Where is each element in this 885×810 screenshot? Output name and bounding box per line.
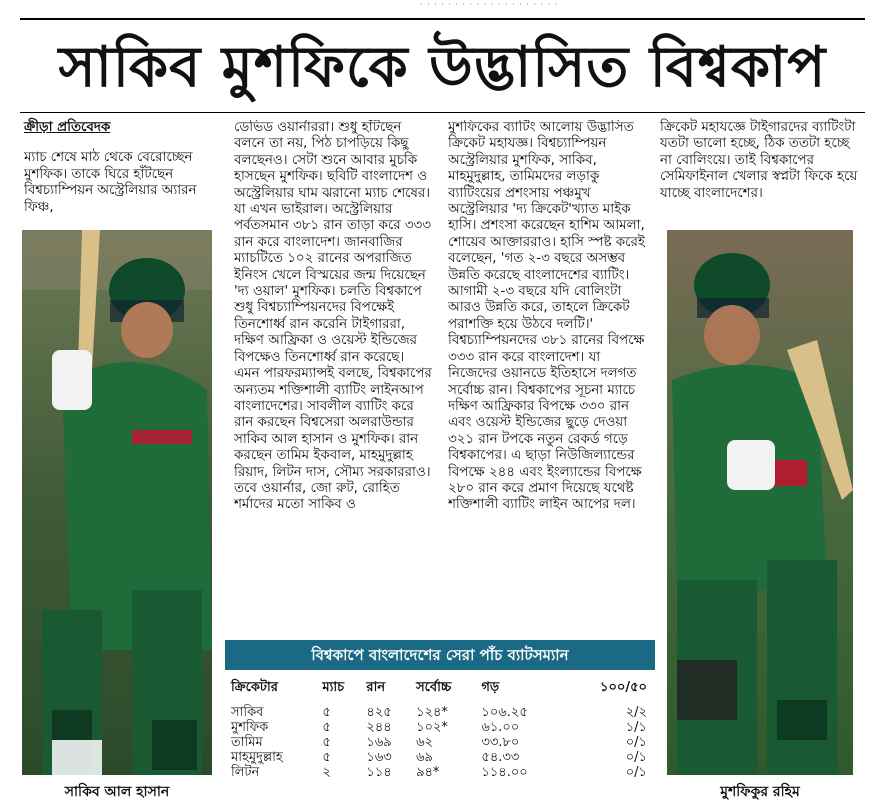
cell-matches: ২ [322,765,331,780]
table-row [225,735,655,750]
cell-runs: ৪২৫ [366,705,392,720]
column-3-text: মুশফিকের ব্যাটিং আলোয় উদ্ভাসিত ক্রিকেট মহাযজ্ঞ। বিশ্বচ্যাম্পিয়ন অস্ট্রেলিয়ার মুশফিক, সাকিব, মাহমুদুল্লাহ, তামিমদের লড়াকু ব্যাটিংয়ের প্রশংসায় পঞ্চমুখ অস্ট্রেলিয়ার 'দ্য ক্রিকেট'খ্যাত মাইক হাসি। প্রশংসা করেছেন হাশিম আমলা, শোয়েব আক্তাররাও। হাসি স্পষ্ট করেই বলেছেন, 'গত ২-৩ বছরে অসম্ভব উন্নতি করেছে বাংলাদেশের ব্যাটিং। আগামী ২-৩ বছরে যদি বোলিংটা আরও উন্নতি করে, তাহলে ক্রিকেট পরাশক্তি হয়ে উঠবে দলটি।' বিশ্বচ্যাম্পিয়নদের ৩৮১ রানের বিপক্ষে ৩৩৩ রান করে বাংলাদেশ। যা নিজেদের ওয়ানডে ইতিহাসে দলগত সর্বোচ্চ রান। বিশ্বকাপের সূচনা ম্যাচে দক্ষিণ আফ্রিকার বিপক্ষে ৩৩০ রান এবং ওয়েস্ট ইন্ডিজের ছুড়ে দেওয়া ৩২১ রান টপকে নতুন রেকর্ড গড়ে বিশ্বকাপের। এ ছাড়া নিউজিল্যান্ডের বিপক্ষে ২৪৪ এবং ইংল্যান্ডের বিপক্ষে ২৮০ রান করে প্রমাণ দিয়েছে যথেষ্ট শক্তিশালী ব্যাটিং লাইন আপের দল। [448,120,645,513]
article-column-3 [448,120,648,640]
table-row [225,705,655,720]
column-2-text: ডেভিড ওয়ার্নাররা। শুধু হাঁটছেন বলনে তা নয়, পিঠ চাপড়িয়ে কিছু বলছেনও। সেটা শুনে আবার মুচকি হাসছেন মুশফিক। ছবিটি বাংলাদেশ ও অস্ট্রেলিয়ার ঘাম ঝরানো ম্যাচ শেষের। যা এখন ভাইরাল। অস্ট্রেলিয়ার পর্বতসমান ৩৮১ রান তাড়া করে ৩৩৩ রান করে বাংলাদেশ। জানবাজির ম্যাচটিতে ১০২ রানের অপরাজিত ইনিংস খেলে বিস্ময়ের জন্ম দিয়েছেন 'দ্য ওয়াল' মুশফিক। চলতি বিশ্বকাপে শুধু বিশ্বচ্যাম্পিয়নদের বিপক্ষেই তিনশোর্ধ্ব রান করেনি টাইগাররা, দক্ষিণ আফ্রিকা ও ওয়েস্ট ইন্ডিজের বিপক্ষেও তিনশোর্ধ্ব রান করেছে। এমন পারফরম্যান্সই বলছে, বিশ্বকাপের অন্যতম শক্তিশালী ব্যাটিং লাইনআপ বাংলাদেশের। সাবলীল ব্যাটিং করে রান করছেন বিশ্বসেরা অলরাউন্ডার সাকিব আল হাসান ও মুশফিক। রান করছেন তামিম ইকবাল, মাহমুদুল্লাহ রিয়াদ, লিটন দাস, সৌম্য সরকাররাও। তবে ওয়ার্নার, জো রুট, রোহিত শর্মাদের মতো সাকিব ও [234,120,432,513]
cell-runs: ১৬৯ [366,735,392,750]
page-header-strip: · · · · · · · · · · · · · · · · · · · · [420,0,559,8]
article-column-4 [660,120,860,202]
cell-highest: ৬২ [416,735,433,750]
column-4-text: ক্রিকেট মহাযজ্ঞে টাইগারদের ব্যাটিংটা যতটা ভালো হচ্ছে, ঠিক ততটা হচ্ছে না বোলিংয়ে। তাই বিশ্বকাপের সেমিফাইনাল খেলার স্বপ্নটা ফিকে হয়ে যাচ্ছে বাংলাদেশের। [660,120,858,201]
byline: ক্রীড়া প্রতিবেদক [24,120,111,135]
article-column-2 [234,120,434,640]
top-rule [20,18,865,20]
header-hundreds-fifties: ১০০/৫০ [600,680,647,695]
headline-rule [20,112,865,113]
header-average: গড় [481,680,500,695]
top-batsmen-table [225,640,655,780]
cell-highest: ৯৪* [416,765,440,780]
cell-name: মাহমুদুল্লাহ [231,750,283,765]
article-column-1 [24,120,214,216]
caption-left: সাকিব আল হাসান [64,784,170,800]
cell-name: সাকিব [231,705,264,720]
cell-hundreds-fifties: ১/১ [625,720,647,735]
cell-average: ৩৩.৮০ [481,735,520,750]
caption-right: মুশফিকুর রহিম [720,784,800,800]
table-row [225,720,655,735]
cell-matches: ৫ [322,750,331,765]
cell-highest: ১০২* [416,720,448,735]
cell-matches: ৫ [322,705,331,720]
cell-highest: ৬৯ [416,750,433,765]
header-matches: ম্যাচ [322,680,345,695]
cricketer-photo-illustration [667,230,853,775]
cricketer-photo-illustration [22,230,212,775]
cell-average: ৫৪.৩৩ [481,750,520,765]
table-header-row [225,678,655,705]
table-title: বিশ্বকাপে বাংলাদেশের সেরা পাঁচ ব্যাটসম্যান [225,640,655,670]
table-row [225,750,655,765]
cell-matches: ৫ [322,720,331,735]
header-runs: রান [366,680,386,695]
cell-name: মুশফিক [231,720,269,735]
cell-highest: ১২৪* [416,705,448,720]
stats-table [225,678,655,780]
cell-runs: ১১৪ [366,765,392,780]
cell-average: ৬১.০০ [481,720,520,735]
table-row [225,765,655,780]
column-1-text: ম্যাচ শেষে মাঠ থেকে বেরোচ্ছেন মুশফিক। তাকে ঘিরে হাঁটছেন বিশ্বচ্যাম্পিয়ন অস্ট্রেলিয়ার অ্যারন ফিঞ্চ, [24,150,197,215]
headline: সাকিব মুশফিকে উদ্ভাসিত বিশ্বকাপ [58,34,827,100]
cell-name: লিটন [231,765,260,780]
cell-average: ১১৪.০০ [481,765,528,780]
cell-runs: ২৪৪ [366,720,392,735]
photo-shakib [22,230,212,775]
cell-average: ১০৬.২৫ [481,705,528,720]
photo-mushfiqur [667,230,853,775]
cell-matches: ৫ [322,735,331,750]
cell-name: তামিম [231,735,263,750]
cell-hundreds-fifties: ০/১ [625,735,647,750]
cell-hundreds-fifties: ০/১ [625,750,647,765]
cell-runs: ১৬৩ [366,750,392,765]
cell-hundreds-fifties: ০/১ [625,765,647,780]
header-cricketer: ক্রিকেটার [231,680,278,695]
header-highest: সর্বোচ্চ [416,680,452,695]
cell-hundreds-fifties: ২/২ [625,705,647,720]
